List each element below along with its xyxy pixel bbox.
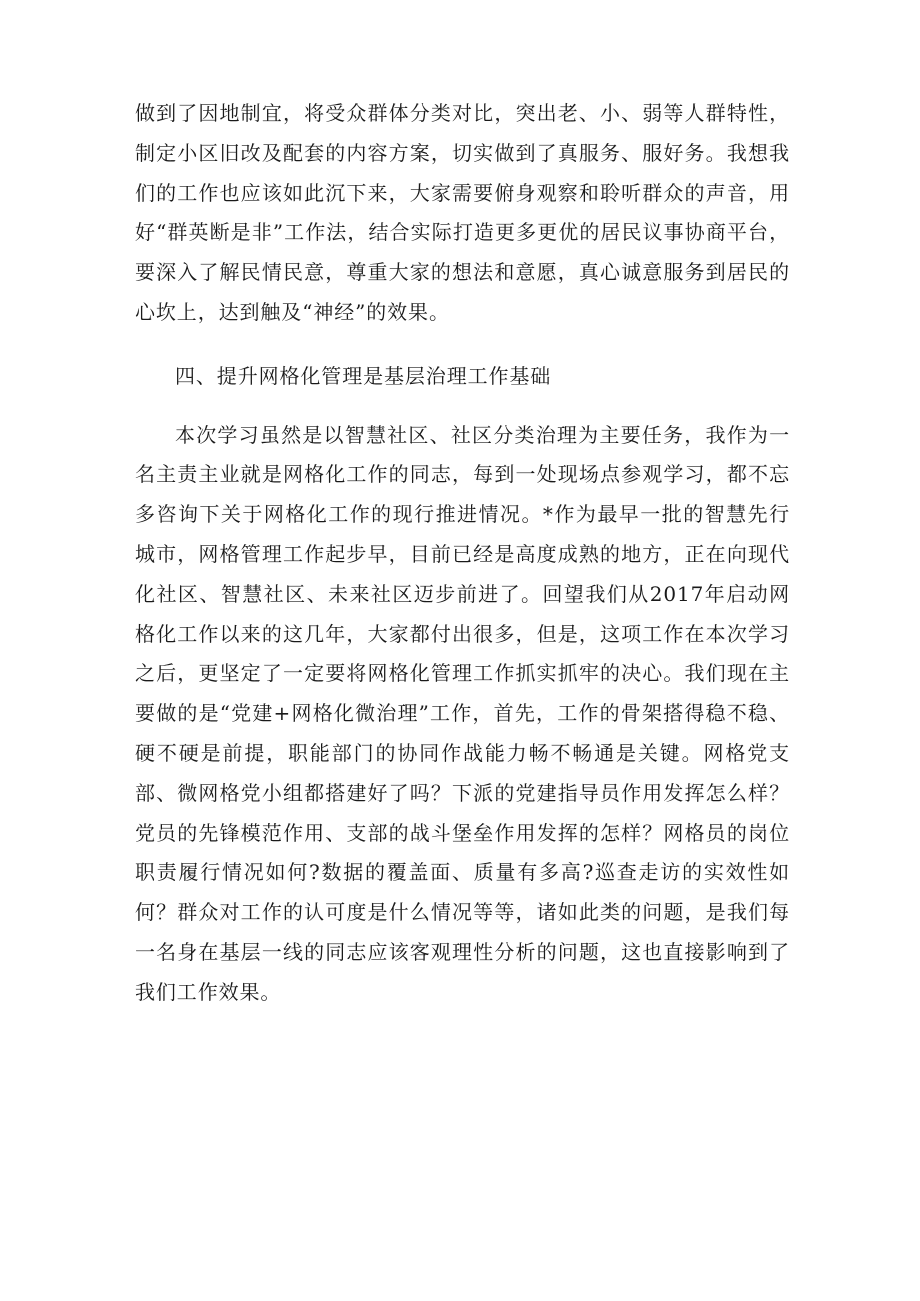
- section-paragraph: 本次学习虽然是以智慧社区、社区分类治理为主要任务，我作为一名主责主业就是网格化工作的同志，每到一处现场点参观学习，都不忘多咨询下关于网格化工作的现行推进情况。*作为最早一批的智慧先行城市，网格管理工作起步早，目前已经是高度成熟的地方，正在向现代化社区、智慧社区、未来社区迈步前进了。回望我们从2017年启动网格化工作以来的这几年，大家都付出很多，但是，这项工作在本次学习之后，更坚定了一定要将网格化管理工作抓实抓牢的决心。我们现在主要做的是“党建+网格化微治理”工作，首先，工作的骨架搭得稳不稳、硬不硬是前提，职能部门的协同作战能力畅不畅通是关键。网格党支部、微网格党小组都搭建好了吗？下派的党建指导员作用发挥怎么样？党员的先锋模范作用、支部的战斗堡垒作用发挥的怎样？网格员的岗位职责履行情况如何?数据的覆盖面、质量有多高?巡查走访的实效性如何？群众对工作的认可度是什么情况等等，诸如此类的问题，是我们每一名身在基层一线的同志应该客观理性分析的问题，这也直接影响到了我们工作效果。: [135, 422, 790, 1004]
- document-body: [135, 94, 790, 1013]
- continued-paragraph: 做到了因地制宜，将受众群体分类对比，突出老、小、弱等人群特性，制定小区旧改及配套的内容方案，切实做到了真服务、服好务。我想我们的工作也应该如此沉下来，大家需要俯身观察和聆听群众的声音，用好“群英断是非”工作法，结合实际打造更多更优的居民议事协商平台，要深入了解民情民意，尊重大家的想法和意愿，真心诚意服务到居民的心坎上，达到触及“神经”的效果。: [135, 101, 790, 324]
- section-heading: 四、提升网格化管理是基层治理工作基础: [175, 363, 552, 388]
